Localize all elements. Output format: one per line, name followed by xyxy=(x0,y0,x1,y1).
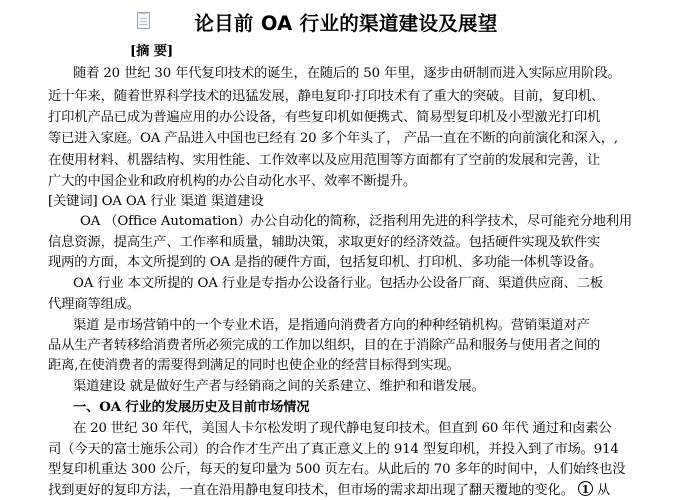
body-line: 距离,在使消费者的需要得到满足的同时也使企业的经营目标得到实现。 xyxy=(48,358,460,373)
body-line: 渠道建设 就是做好生产者与经销商之间的关系建立、维护和和谐发展。 xyxy=(73,379,485,394)
abstract-line: 近十年来，随着世界科学技术的迅猛发展，静电复印·打印技术有了重大的突破。目前，复印机、 xyxy=(48,89,605,104)
abstract-heading: [摘 要] xyxy=(130,44,174,59)
body-line: 现两的方面，本文所提到的 OA 是指的硬件方面，包括复印机、打印机、多功能一体机等设备。 xyxy=(48,255,603,270)
body-line-tail: 从 xyxy=(596,483,611,498)
body-line: 品从生产者转移给消费者所必须完成的工作加以组织，目的在于消除产品和服务与使用者之间的 xyxy=(48,338,601,353)
abstract-line: 打印机产品已成为普遍应用的办公设备，有些复印机如便携式、简易型复印机及小型激光打印机 xyxy=(48,110,601,125)
section-heading: 一、OA 行业的发展历史及目前市场情况 xyxy=(73,400,310,415)
body-line: OA （Office Automation）办公自动化的简称，泛指利用先进的科学技术，尽可能充分地利用 xyxy=(80,214,633,229)
body-line: 信息资源，提高生产、工作率和质量，辅助决策，求取更好的经济效益。包括硬件实现及软件实 xyxy=(48,235,601,250)
body-line: 型复印机重达 300 公斤，每天的复印量为 500 页左右。从此后的 70 多年的时间中，人们始终也没 xyxy=(48,462,626,477)
abstract-line: 等已进入家庭。OA 产品进入中国也已经有 20 多个年头了， 产品一直在不断的向前演化和深入，, xyxy=(48,131,618,146)
footnote-marker: 1 xyxy=(578,481,593,496)
body-line-last xyxy=(48,481,610,500)
abstract-line: 在使用材料、机器结构、实用性能、工作效率以及应用范围等方面都有了空前的发展和完善，让 xyxy=(48,153,601,168)
body-line-text: 找到更好的复印方法，一直在沿用静电复印技术，但市场的需求却出现了翻天覆地的变化。 xyxy=(48,483,574,498)
document-title: 论目前 OA 行业的渠道建设及展望 xyxy=(194,12,498,35)
abstract-line: 随着 20 世纪 30 年代复印技术的诞生，在随后的 50 年里，逐步由研制而进入实际应用阶段。 xyxy=(73,66,621,81)
keywords-line: [关键词] OA OA 行业 渠道 渠道建设 xyxy=(48,194,264,209)
body-line: 司（今天的富士施乐公司）的合作才生产出了真正意义上的 914 型复印机，并投入到了市场。914 xyxy=(48,442,619,457)
body-line: OA 行业 本文所提的 OA 行业是专指办公设备行业。包括办公设备厂商、渠道供应商、二板 xyxy=(73,276,604,291)
body-line: 在 20 世纪 30 年代，美国人卡尔松发明了现代静电复印技术。但直到 60 年代 通过和卤素公 xyxy=(73,421,612,436)
abstract-line: 广大的中国企业和政府机构的办公自动化水平、效率不断提升。 xyxy=(48,174,417,189)
body-line: 渠道 是市场营销中的一个专业术语，是指通向消费者方向的种种经销机构。营销渠道对产 xyxy=(73,318,590,333)
body-line: 代理商等组成。 xyxy=(48,297,141,312)
